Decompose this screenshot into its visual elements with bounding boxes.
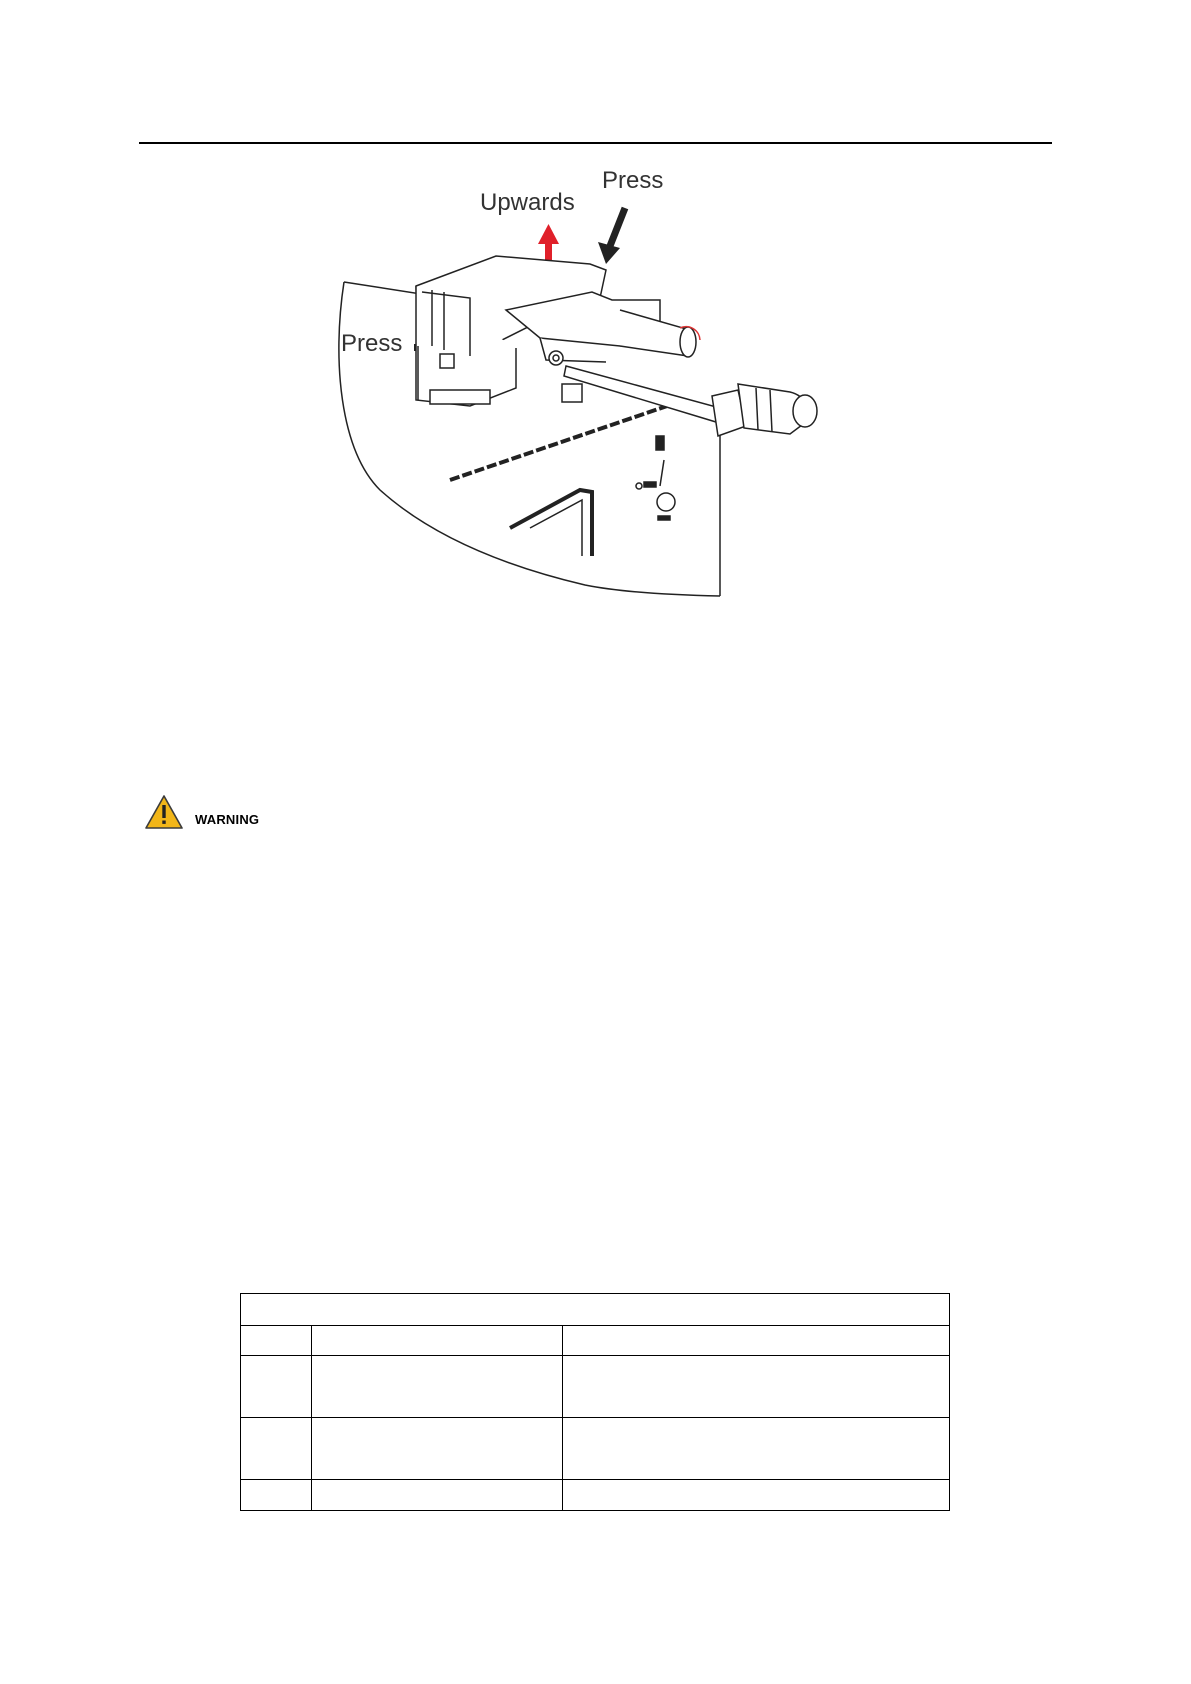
table-header-cell — [563, 1326, 950, 1356]
table-header-cell — [312, 1326, 563, 1356]
press-top-label: Press — [602, 167, 664, 194]
table-cell — [563, 1356, 950, 1418]
table-title-cell — [241, 1294, 950, 1326]
table-row — [241, 1356, 950, 1418]
screwdriver-drawing — [564, 366, 817, 436]
header-rule — [139, 142, 1052, 144]
press-arrow-top-icon — [598, 208, 625, 264]
warning-triangle-icon — [145, 795, 183, 829]
table-header-row — [241, 1326, 950, 1356]
spec-table — [240, 1293, 950, 1511]
table-cell — [563, 1480, 950, 1511]
connector-drawing — [416, 256, 700, 406]
table-cell — [563, 1418, 950, 1480]
press-left-label: Press — [341, 330, 403, 357]
upwards-label: Upwards — [480, 189, 575, 216]
table-cell — [312, 1480, 563, 1511]
connector-removal-figure — [320, 160, 920, 600]
table-cell — [241, 1418, 312, 1480]
table-row — [241, 1418, 950, 1480]
table-header-cell — [241, 1326, 312, 1356]
warning-notice — [145, 793, 259, 829]
table-cell — [241, 1480, 312, 1511]
warning-label: WARNING — [195, 812, 260, 827]
table-cell — [312, 1356, 563, 1418]
table-cell — [241, 1356, 312, 1418]
table-title-row — [241, 1294, 950, 1326]
table-cell — [312, 1418, 563, 1480]
table-row — [241, 1480, 950, 1511]
